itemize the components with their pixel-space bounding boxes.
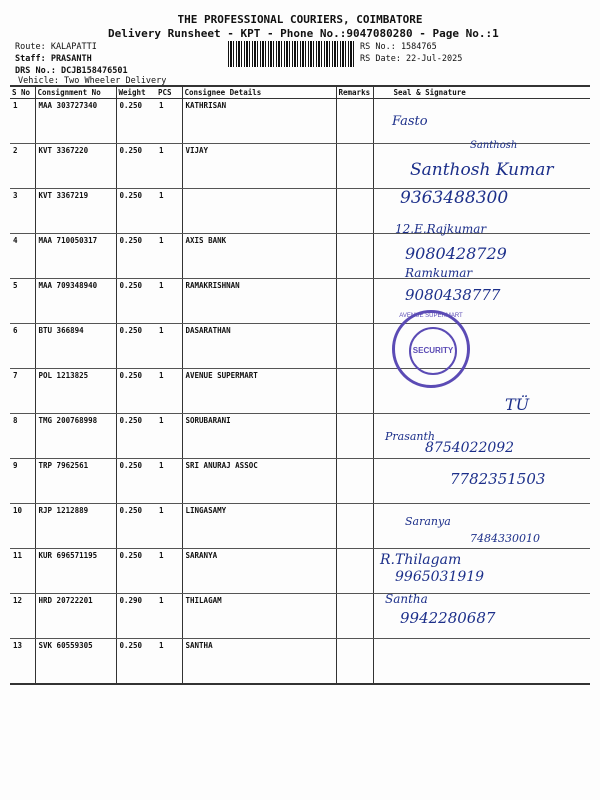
consignment-number: RJP 1212889: [35, 504, 116, 549]
remarks: [336, 549, 373, 594]
phone-12: 9965031919: [395, 569, 485, 585]
weight: 0.290: [116, 594, 156, 639]
signature-8: TÜ: [505, 395, 530, 414]
remarks: [336, 234, 373, 279]
pieces: 1: [156, 279, 182, 324]
pieces: 1: [156, 639, 182, 685]
consignee-details: LINGASAMY: [182, 504, 336, 549]
serial-number: 2: [10, 144, 35, 189]
serial-number: 4: [10, 234, 35, 279]
weight: 0.250: [116, 324, 156, 369]
serial-number: 1: [10, 99, 35, 144]
consignee-details: SORUBARANI: [182, 414, 336, 459]
col-weight: Weight: [116, 86, 156, 99]
consignee-details: KATHRISAN: [182, 99, 336, 144]
table-row: [10, 594, 590, 639]
phone-3: 9363488300: [400, 188, 509, 208]
seal-signature: [373, 639, 590, 685]
staff: Staff: PRASANTH: [15, 54, 92, 64]
pieces: 1: [156, 504, 182, 549]
consignment-number: KVT 3367219: [35, 189, 116, 234]
weight: 0.250: [116, 414, 156, 459]
consignee-details: THILAGAM: [182, 594, 336, 639]
serial-number: 6: [10, 324, 35, 369]
col-sno: S No: [10, 86, 35, 99]
phone-9: 8754022092: [425, 440, 515, 456]
remarks: [336, 99, 373, 144]
pieces: 1: [156, 549, 182, 594]
col-consignment: Consignment No: [35, 86, 116, 99]
barcode: [228, 41, 354, 67]
col-pcs: PCS: [156, 86, 182, 99]
remarks: [336, 279, 373, 324]
consignee-details: [182, 189, 336, 234]
signature-13: Santha: [385, 592, 428, 606]
serial-number: 9: [10, 459, 35, 504]
table-row: [10, 99, 590, 144]
company-title: THE PROFESSIONAL COURIERS, COIMBATORE: [177, 13, 423, 26]
weight: 0.250: [116, 189, 156, 234]
route: Route: KALAPATTI: [15, 42, 97, 52]
consignment-number: SVK 60559305: [35, 639, 116, 685]
pieces: 1: [156, 459, 182, 504]
table-row: [10, 324, 590, 369]
rs-date: RS Date: 22-Jul-2025: [360, 54, 463, 64]
stamp-center: SECURITY: [409, 327, 457, 375]
signature-11: Saranya: [405, 515, 451, 528]
weight: 0.250: [116, 144, 156, 189]
remarks: [336, 459, 373, 504]
consignment-number: HRD 20722201: [35, 594, 116, 639]
pieces: 1: [156, 594, 182, 639]
security-stamp: [392, 310, 470, 388]
signature-2a: Santhosh: [470, 140, 518, 151]
weight: 0.250: [116, 369, 156, 414]
consignee-details: SARANYA: [182, 549, 336, 594]
serial-number: 8: [10, 414, 35, 459]
remarks: [336, 189, 373, 234]
remarks: [336, 369, 373, 414]
serial-number: 12: [10, 594, 35, 639]
serial-number: 10: [10, 504, 35, 549]
consignee-details: RAMAKRISHNAN: [182, 279, 336, 324]
consignment-number: TRP 7962561: [35, 459, 116, 504]
phone-4: 9080428729: [405, 244, 507, 263]
weight: 0.250: [116, 234, 156, 279]
signature-1: Fasto: [392, 114, 428, 129]
consignment-number: MAA 710050317: [35, 234, 116, 279]
pieces: 1: [156, 414, 182, 459]
col-consignee: Consignee Details: [182, 86, 336, 99]
consignee-details: AVENUE SUPERMART: [182, 369, 336, 414]
remarks: [336, 594, 373, 639]
signature-9: Prasanth: [385, 430, 436, 443]
remarks: [336, 144, 373, 189]
phone-11: 7484330010: [470, 532, 540, 545]
table-header: [10, 86, 590, 99]
consignment-number: MAA 709348940: [35, 279, 116, 324]
pieces: 1: [156, 234, 182, 279]
table-row: [10, 549, 590, 594]
pieces: 1: [156, 144, 182, 189]
consignee-details: VIJAY: [182, 144, 336, 189]
consignee-details: SRI ANURAJ ASSOC: [182, 459, 336, 504]
table-row: [10, 279, 590, 324]
remarks: [336, 639, 373, 685]
phone-10: 7782351503: [450, 470, 546, 488]
phone-13: 9942280687: [400, 609, 496, 627]
consignment-number: POL 1213825: [35, 369, 116, 414]
signature-5: Ramkumar: [405, 266, 473, 280]
remarks: [336, 504, 373, 549]
remarks: [336, 414, 373, 459]
vehicle: Vehicle: Two Wheeler Delivery: [18, 76, 167, 86]
col-remarks: Remarks: [336, 86, 373, 99]
serial-number: 5: [10, 279, 35, 324]
runsheet-subtitle: Delivery Runsheet - KPT - Phone No.:9047080280 - Page No.:1: [108, 27, 499, 40]
stamp-ring-text: AVENUE SUPERMART: [399, 313, 463, 319]
serial-number: 3: [10, 189, 35, 234]
consignment-number: TMG 200768998: [35, 414, 116, 459]
serial-number: 13: [10, 639, 35, 685]
table-row: [10, 369, 590, 414]
weight: 0.250: [116, 549, 156, 594]
consignment-number: KVT 3367220: [35, 144, 116, 189]
weight: 0.250: [116, 279, 156, 324]
pieces: 1: [156, 324, 182, 369]
pieces: 1: [156, 99, 182, 144]
weight: 0.250: [116, 99, 156, 144]
serial-number: 7: [10, 369, 35, 414]
pieces: 1: [156, 189, 182, 234]
table-row: [10, 639, 590, 685]
signature-12: R.Thilagam: [380, 552, 462, 568]
consignee-details: AXIS BANK: [182, 234, 336, 279]
consignee-details: DASARATHAN: [182, 324, 336, 369]
weight: 0.250: [116, 639, 156, 685]
consignee-details: SANTHA: [182, 639, 336, 685]
serial-number: 11: [10, 549, 35, 594]
consignment-number: BTU 366894: [35, 324, 116, 369]
consignment-number: KUR 696571195: [35, 549, 116, 594]
drs-number: DRS No.: DCJB158476501: [15, 66, 128, 76]
phone-5: 9080438777: [405, 286, 501, 304]
rs-number: RS No.: 1584765: [360, 42, 437, 52]
remarks: [336, 324, 373, 369]
col-signature: Seal & Signature: [373, 86, 590, 99]
weight: 0.250: [116, 504, 156, 549]
consignment-number: MAA 303727340: [35, 99, 116, 144]
signature-4: 12.E.Rajkumar: [395, 222, 487, 236]
pieces: 1: [156, 369, 182, 414]
weight: 0.250: [116, 459, 156, 504]
signature-2b: Santhosh Kumar: [410, 160, 554, 180]
